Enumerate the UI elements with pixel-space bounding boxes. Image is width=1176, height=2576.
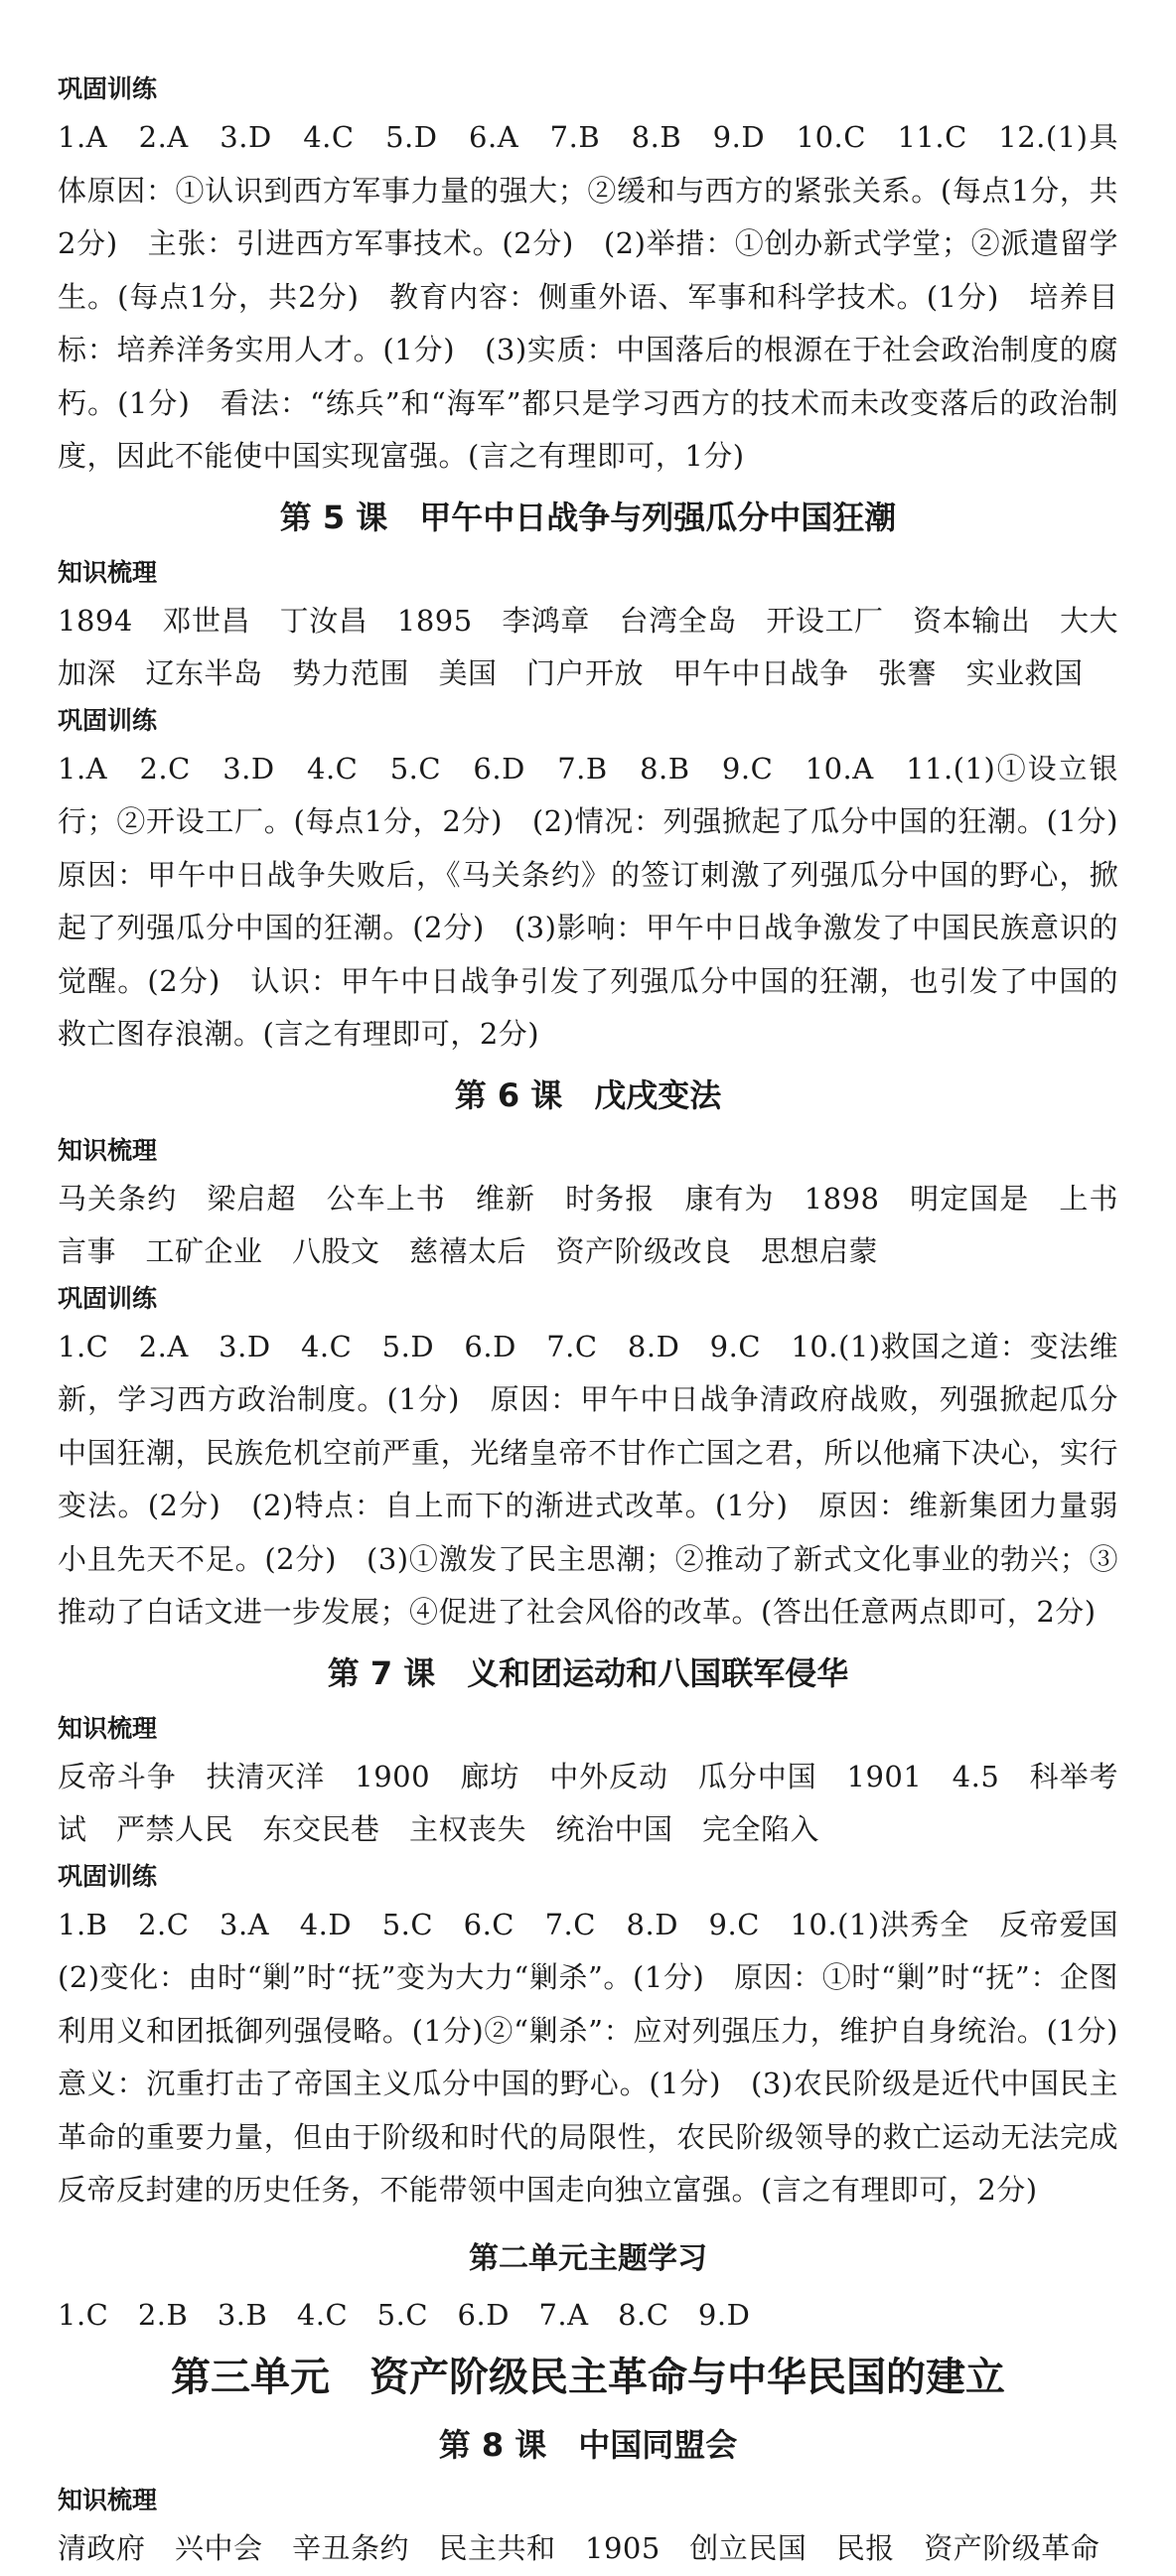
- lesson8-title: 第 8 课 中国同盟会: [438, 2426, 738, 2464]
- unit3-title: 第三单元 资产阶级民主革命与中华民国的建立: [171, 2355, 1005, 2400]
- prev-exercise-text: 1.A 2.A 3.D 4.C 5.D 6.A 7.B 8.B 9.D 10.C 11.C 12.(1)具体原因：①认识到西方军事力量的强大；②缓和与西方的紧张关系。(每点1分，共2分) 主张：引进西方军事技术。(2分) (2)举措：①创办新式学堂；②派遣留学生。(每点1分，共2分) 教育内容：侧重外语、军事和科学技术。(1分) 培养目标：培养洋务实用人才。(1分) (3)实质：中国落后的根源在于社会政治制度的腐朽。(1分) 看法：“练兵”和“海军”都只是学习西方的技术而未改变落后的政治制度，因此不能使中国实现富强。(言之有理即可，1分): [58, 120, 1118, 473]
- unit2-theme-answers: 1.C 2.B 3.B 4.C 5.C 6.D 7.A 8.C 9.D: [58, 2297, 751, 2332]
- lesson5-exercise-heading: 巩固训练: [58, 705, 158, 735]
- lesson6-exercise-text: 1.C 2.A 3.D 4.C 5.D 6.D 7.C 8.D 9.C 10.(1)救国之道：变法维新，学习西方政治制度。(1分) 原因：甲午中日战争清政府战败，列强掀起瓜分中国狂潮，民族危机空前严重，光绪皇帝不甘作亡国之君，所以他痛下决心，实行变法。(2分) (2)特点：自上而下的渐进式改革。(1分) 原因：维新集团力量弱小且先天不足。(2分) (3)①激发了民主思潮；②推动了新式文化事业的勃兴；③推动了白话文进一步发展；④促进了社会风俗的改革。(答出任意两点即可，2分): [58, 1329, 1118, 1629]
- lesson5-exercise-text: 1.A 2.C 3.D 4.C 5.C 6.D 7.B 8.B 9.C 10.A 11.(1)①设立银行；②开设工厂。(每点1分，2分) (2)情况：列强掀起了瓜分中国的狂潮。(1分) 原因：甲午中日战争失败后，《马关条约》的签订刺激了列强瓜分中国的野心，掀起了列强瓜分中国的狂潮。(2分) (3)影响：甲午中日战争激发了中国民族意识的觉醒。(2分) 认识：甲午中日战争引发了列强瓜分中国的狂潮，也引发了中国的救亡图存浪潮。(言之有理即可，2分): [58, 751, 1148, 1051]
- lesson5-knowledge-text: 1894 邓世昌 丁汝昌 1895 李鸿章 台湾全岛 开设工厂 资本输出 大大加深 辽东半岛 势力范围 美国 门户开放 甲午中日战争 张謇 实业救国: [58, 603, 1118, 690]
- lesson7-knowledge-text: 反帝斗争 扶清灭洋 1900 廊坊 中外反动 瓜分中国 1901 4.5 科举考试 严禁人民 东交民巷 主权丧失 统治中国 完全陷入: [58, 1759, 1118, 1846]
- lesson7-title: 第 7 课 义和团运动和八国联军侵华: [327, 1653, 849, 1692]
- lesson5-title: 第 5 课 甲午中日战争与列强瓜分中国狂潮: [279, 498, 897, 536]
- lesson6-exercise-heading: 巩固训练: [58, 1283, 158, 1313]
- lesson7-knowledge-heading: 知识梳理: [58, 1713, 158, 1743]
- unit2-theme-title: 第二单元主题学习: [469, 2240, 707, 2276]
- prev-exercise-heading: 巩固训练: [58, 74, 158, 103]
- lesson7-exercise-text: 1.B 2.C 3.A 4.D 5.C 6.C 7.C 8.D 9.C 10.(1)洪秀全 反帝爱国 (2)变化：由时“剿”时“抚”变为大力“剿杀”。(1分) 原因：①时“剿”时“抚”：企图利用义和团抵御列强侵略。(1分)②“剿杀”：应对列强压力，维护自身统治。(1分) 意义：沉重打击了帝国主义瓜分中国的野心。(1分) (3)农民阶级是近代中国民主革命的重要力量，但由于阶级和时代的局限性，农民阶级领导的救亡运动无法完成反帝反封建的历史任务，不能带领中国走向独立富强。(言之有理即可，2分): [58, 1907, 1148, 2207]
- lesson6-knowledge-text: 马关条约 梁启超 公车上书 维新 时务报 康有为 1898 明定国是 上书言事 工矿企业 八股文 慈禧太后 资产阶级改良 思想启蒙: [58, 1181, 1118, 1268]
- lesson7-exercise-heading: 巩固训练: [58, 1861, 158, 1891]
- lesson8-knowledge-heading: 知识梳理: [58, 2486, 158, 2514]
- lesson6-knowledge-heading: 知识梳理: [58, 1135, 158, 1165]
- lesson6-title: 第 6 课 戊戌变法: [454, 1075, 722, 1114]
- lesson5-knowledge-heading: 知识梳理: [58, 557, 158, 587]
- lesson8-knowledge-text: 清政府 兴中会 辛丑条约 民主共和 1905 创立民国 民报 资产阶级革命: [58, 2531, 1101, 2565]
- answer-page: [58, 70, 1148, 2576]
